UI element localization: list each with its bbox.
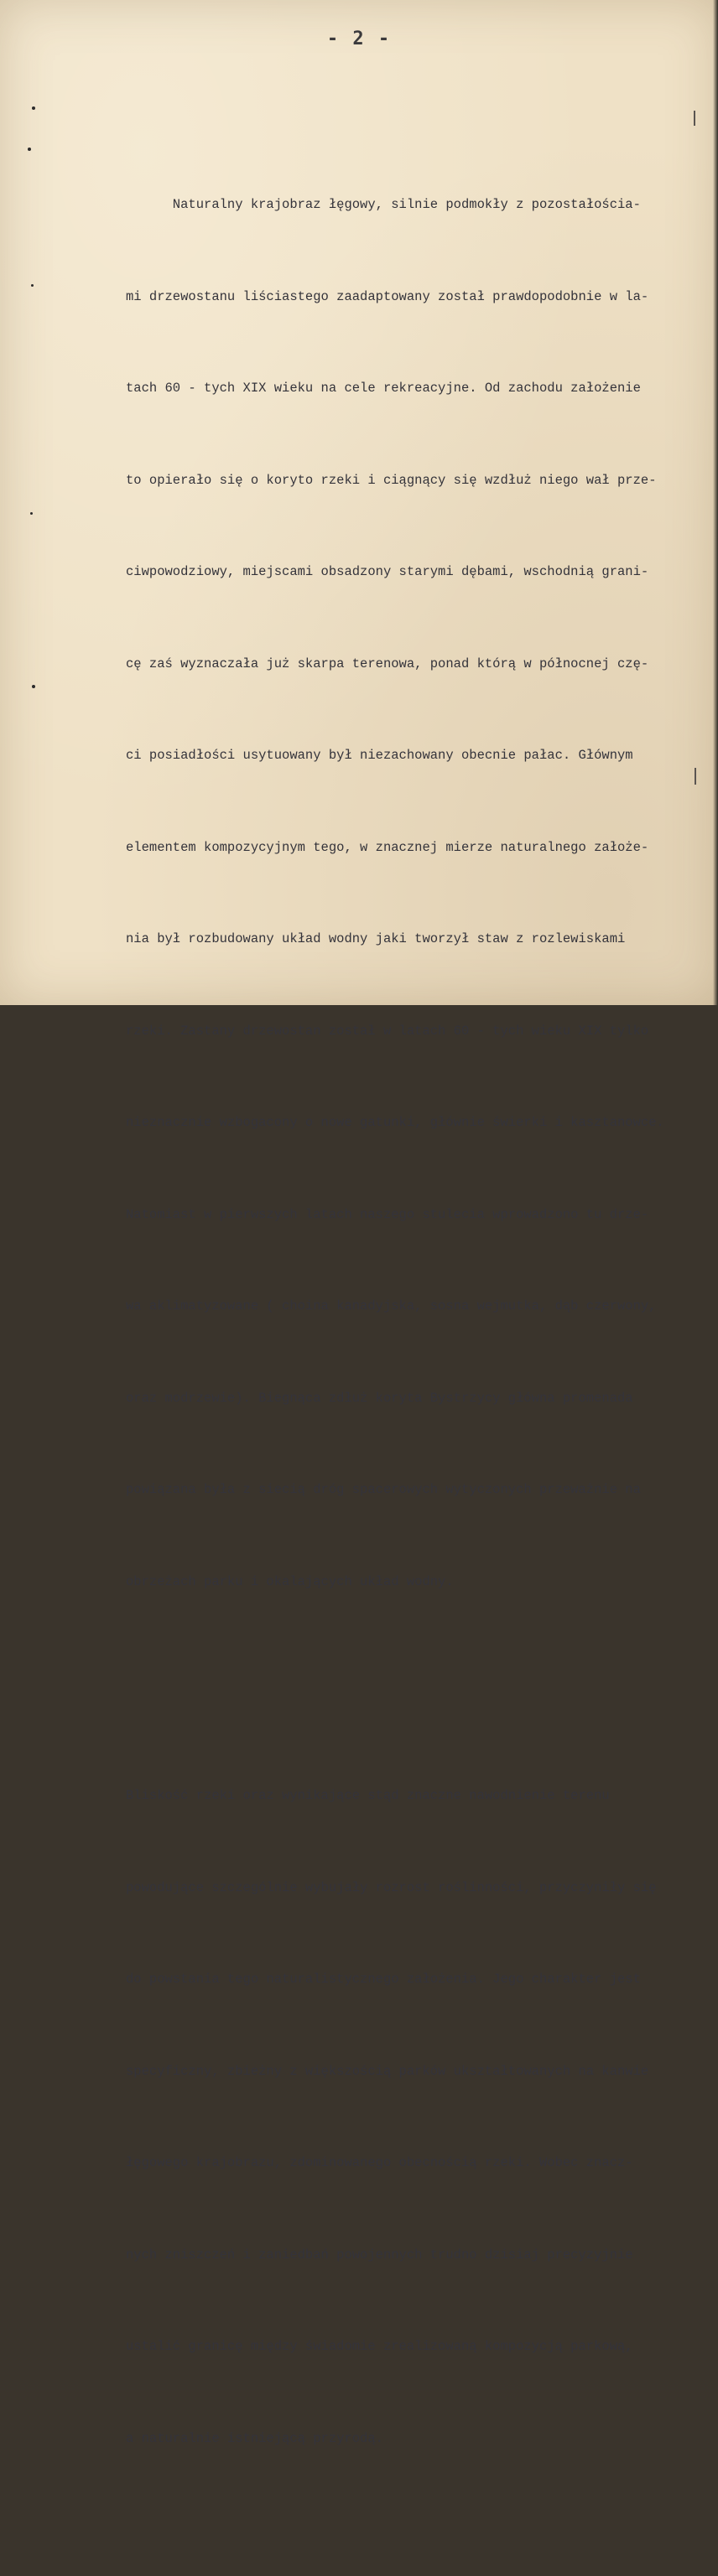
text-line: a naturalnie istniejącą przyrodą. <box>126 2430 383 2446</box>
page-number: - 2 - <box>326 29 392 49</box>
text-line: obrzeżach parku i okalających układ wodny. <box>126 1573 454 1589</box>
text-line: ustalić granicę między świadomie zrealizowaną kompozycją parkową, <box>126 2339 633 2354</box>
text-line: powiązana była z siecią dróg spacerowych wytyczonych przeważnie na <box>126 1482 641 1497</box>
text-line: oraz modrzewie). Biegnąca zdłuż koryta Bystrzycy główna promenada <box>126 1390 633 1406</box>
text-line: specyficzny, zbieżny z większością parków ukształtowanych na kanwie <box>126 2063 649 2079</box>
text-line: wa aklimatyzowane ( choina kanadyjska, sosna wejmutka, dąb czerwony, <box>126 1298 657 1314</box>
ink-speck <box>31 284 34 287</box>
ink-speck <box>28 148 31 151</box>
page-edge-shadow <box>713 0 718 1005</box>
margin-tick <box>695 768 696 785</box>
ink-speck <box>30 512 33 515</box>
text-line: nych zniszczeń i zaniedbań powojennych trudno dzisiaj precyzyjnie <box>126 2247 633 2262</box>
text-line: rzeki. Zastany drzewostan został w latach 60 - tych wieku XIX tylko <box>126 1023 649 1039</box>
text-line: ci posiadłości usytuowany był niezachowany obecnie pałac. Głównym <box>126 748 633 763</box>
text-line: nieznacznie wzbogacony o nowe gatunki, głównie świerki i kasztanowce. <box>126 1115 664 1130</box>
paragraph-1 <box>126 128 705 1658</box>
text-line: to opierało się o koryto rzeki i ciągnący się wzdłuż niego wał prze- <box>126 472 657 488</box>
text-line: nia był rozbudowany układ wodny jaki tworzył staw z rozlewiskami <box>126 931 626 946</box>
paragraph-2 <box>126 1719 705 2515</box>
text-line: cę zaś wyznaczała już skarpa terenowa, ponad którą w północnej czę- <box>126 656 649 671</box>
margin-tick <box>694 111 695 126</box>
text-line: tach 60 - tych XIX wieku na cele rekreacyjne. Od zachodu założenie <box>126 381 641 396</box>
text-line: mi drzewostanu liściastego zaadaptowany został prawdopodobnie w la- <box>126 288 649 304</box>
text-line: Natomiast w pierwszych latach naszego stulecia wprowadzono tu drze- <box>126 1206 649 1222</box>
ink-speck <box>32 685 35 688</box>
text-line: łęgowego krajobrazu, zdominowanego obecnością rzeki. Wobec znacz- <box>126 2155 633 2170</box>
text-line: Bliskość rzeki oraz wynikające stąd znaczne nawodnienie terenu <box>126 1788 610 1803</box>
text-line: Naturalny krajobraz łęgowy, silnie podmokły z pozostałościa- <box>126 197 641 212</box>
ink-speck <box>32 106 35 110</box>
text-line: elementem kompozycyjnym tego, w znacznej mierze naturalnego założe- <box>126 839 649 855</box>
text-line: ciwpowodziowy, miejscami obsadzony starymi dębami, wschodnią grani- <box>126 564 649 579</box>
text-line: powodujące szczególnie wybujały rozrost roślinności, przyczyniły się <box>126 1879 657 1895</box>
body-text <box>126 67 705 2576</box>
text-line: do powstania tego naturalistycznego założenia. Jego charakter jest <box>126 1972 641 1987</box>
